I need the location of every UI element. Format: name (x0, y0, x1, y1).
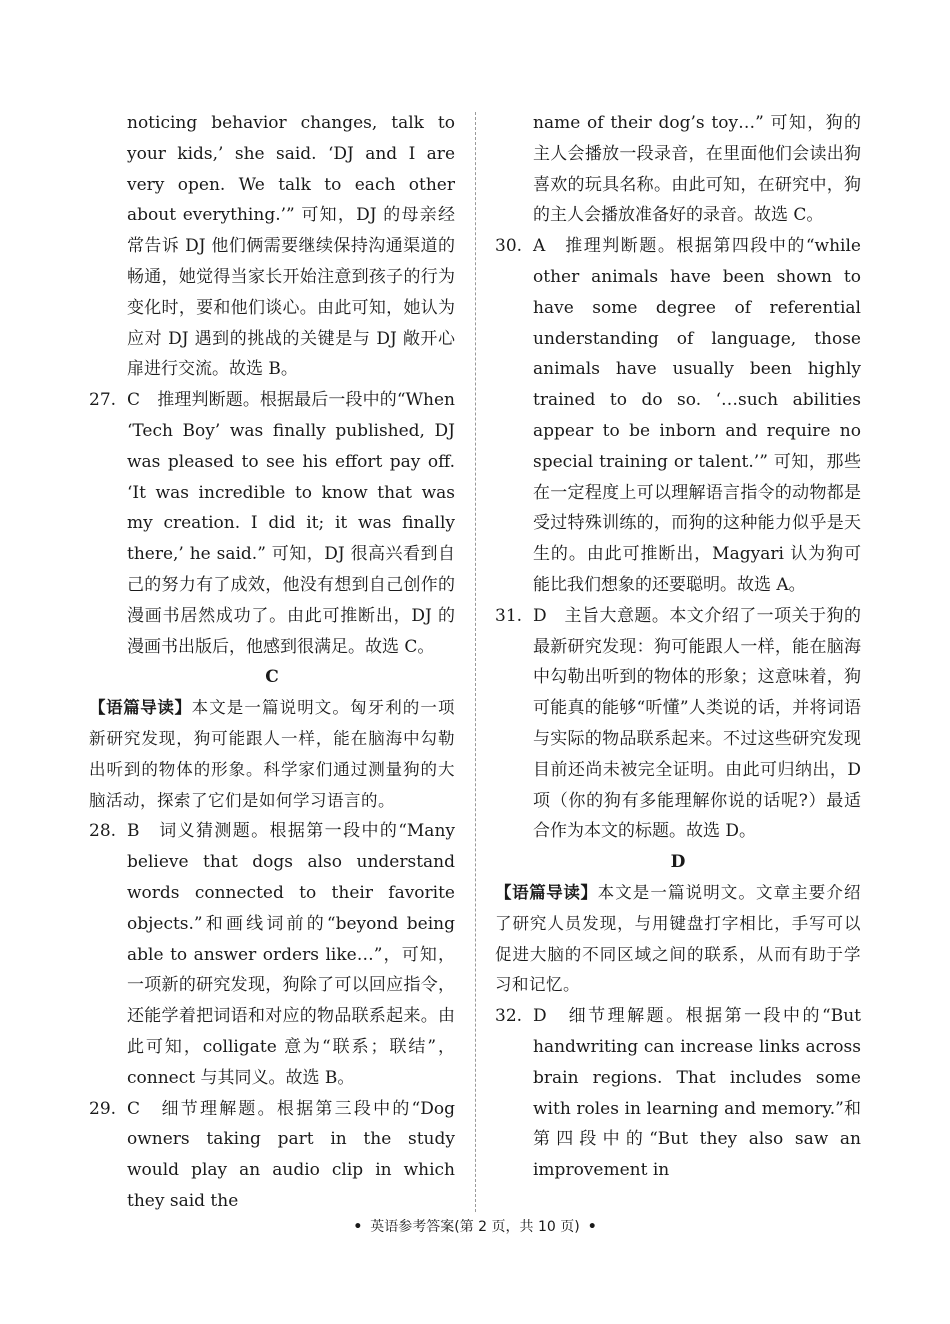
answer-text: B 词义猜测题。根据第一段中的“Many believe that dogs also understand words connected to their favorite objects.”和画线词前的“beyond being able to answer orders like…”，可知，一项新的研究发现，狗除了可以回应指令，还能学着把词语和对应的物品联系起来。由此可知，colligate 意为“联系；联结”，connect 与其同义。故选 B。 (127, 821, 455, 1088)
q26-continuation: noticing behavior changes, talk to your kids,’ she said. ‘DJ and I are very open. We talk to each other about everything.’” 可知，DJ 的母亲经常告诉 DJ 他们俩需要继续保持沟通渠道的畅通，她觉得当家长开始注意到孩子的行为变化时，要和他们谈心。由此可知，她认为应对 DJ 遇到的挑战的关键是与 DJ 敞开心扉进行交流。故选 B。 (127, 113, 455, 380)
column-divider (475, 112, 476, 1212)
question-number: 31. (495, 605, 523, 626)
answer-text: C 推理判断题。根据最后一段中的“When ‘Tech Boy’ was finally published, DJ was pleased to see his effort pay off. ‘It was incredible to know that was my creation. I did it; it was finally there,’ he said.” 可知，DJ 很高兴看到自己的努力有了成效，他没有想到自己创作的漫画书居然成功了。由此可推断出，DJ 的漫画书出版后，他感到很满足。故选 C。 (127, 390, 455, 657)
footer-text: 英语参考答案(第 2 页，共 10 页) (370, 1219, 580, 1235)
answer-text: D 细节理解题。根据第一段中的“But handwriting can increase links across brain regions. That includes some with roles in learning and memory.”和第四段中的“But they also saw an improvement in (533, 1006, 861, 1181)
question-number: 32. (495, 1006, 523, 1027)
question-number: 29. (89, 1098, 117, 1119)
guide-text: 本文是一篇说明文。文章主要介绍了研究人员发现，与用键盘打字相比，手写可以促进大脑的不同区域之间的联系，从而有助于学习和记忆。 (495, 882, 862, 995)
section-heading-d: D (670, 852, 686, 873)
question-number: 30. (495, 236, 523, 257)
answer-text: A 推理判断题。根据第四段中的“while other animals have been shown to have some degree of referential understanding of language, those animals have usually been highly trained to do so. ‘…such abilities appear to be inborn and require no special training or talent.’” 可知，那些在一定程度上可以理解语言指令的动物都是受过特殊训练的，而狗的这种能力似乎是天生的。由此可推断出，Magyari 认为狗可能比我们想象的还要聪明。故选 A。 (533, 236, 861, 595)
reading-guide-d (495, 878, 861, 1001)
answer-item-32 (495, 1001, 861, 1186)
answer-item-31 (495, 601, 861, 847)
answer-text: C 细节理解题。根据第三段中的“Dog owners taking part in the study would play an audio clip in which they said the (127, 1098, 455, 1211)
answer-item-27 (89, 385, 455, 662)
bullet-left: • (353, 1219, 363, 1235)
question-number: 28. (89, 821, 117, 842)
guide-label: 【语篇导读】 (495, 882, 598, 902)
question-number: 27. (89, 390, 117, 411)
left-column (89, 108, 455, 1217)
answer-text: D 主旨大意题。本文介绍了一项关于狗的最新研究发现：狗可能跟人一样，能在脑海中勾勒出听到的物体的形象；这意味着，狗可能真的能够“听懂”人类说的话，并将词语与实际的物品联系起来。不过这些研究发现目前还尚未被完全证明。由此可归纳出，D 项（你的狗有多能理解你说的话呢?）最适合作为本文的标题。故选 D。 (533, 605, 861, 842)
answer-item-30 (495, 231, 861, 601)
answer-item-28 (89, 816, 455, 1093)
reading-guide-c (89, 693, 455, 816)
answer-item-29 (89, 1094, 455, 1217)
section-heading-c: C (265, 667, 279, 688)
guide-label: 【语篇导读】 (89, 698, 192, 718)
page-footer (0, 1216, 950, 1236)
right-column (495, 108, 861, 1186)
bullet-right: • (587, 1219, 597, 1235)
guide-text: 本文是一篇说明文。匈牙利的一项新研究发现，狗可能跟人一样，能在脑海中勾勒出听到的物体的形象。科学家们通过测量狗的大脑活动，探索了它们是如何学习语言的。 (89, 698, 456, 810)
q29-continuation: name of their dog’s toy…” 可知，狗的主人会播放一段录音，在里面他们会读出狗喜欢的玩具名称。由此可知，在研究中，狗的主人会播放准备好的录音。故选 C。 (533, 113, 861, 226)
